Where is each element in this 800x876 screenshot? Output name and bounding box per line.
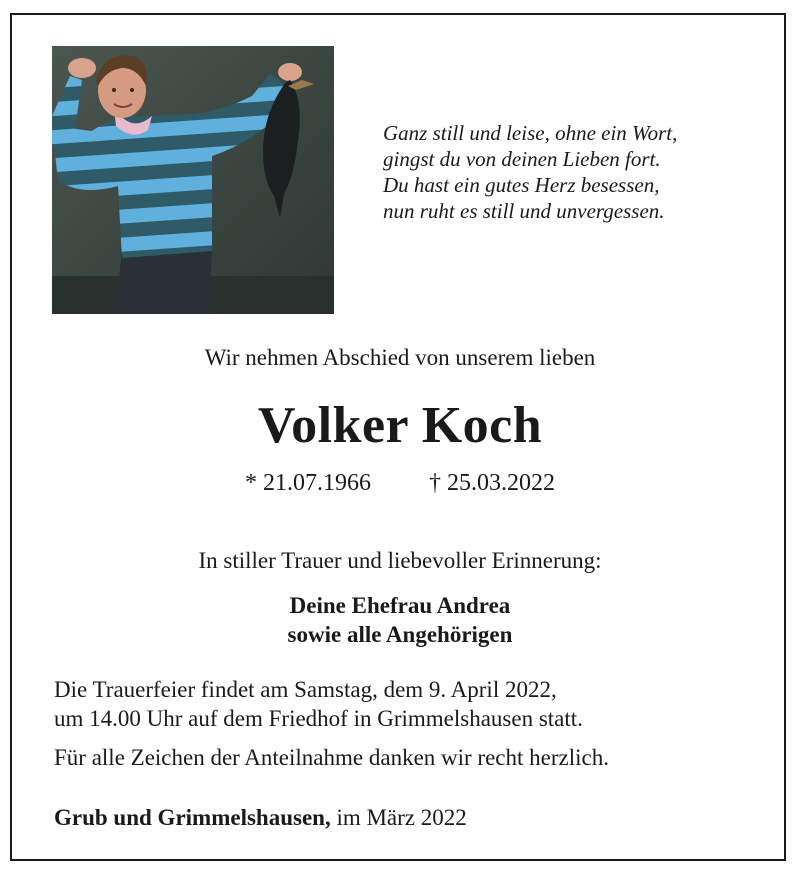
portrait-photo: [52, 46, 334, 314]
thanks-text: [54, 743, 774, 772]
funeral-info: [54, 675, 774, 733]
life-dates: [0, 470, 800, 497]
death-date: † 25.03.2022: [429, 470, 555, 496]
poem-line: Du hast ein gutes Herz besessen,: [383, 173, 660, 197]
funeral-line: Die Trauerfeier findet am Samstag, dem 9. April 2022,: [54, 677, 557, 702]
funeral-line: um 14.00 Uhr auf dem Friedhof in Grimmelshausen statt.: [54, 706, 583, 731]
family-block: [0, 591, 800, 649]
birth-date: * 21.07.1966: [245, 470, 371, 496]
thanks-line: Für alle Zeichen der Anteilnahme danken wir recht herzlich.: [54, 745, 609, 770]
poem: [383, 120, 763, 224]
family-line: Deine Ehefrau Andrea: [289, 593, 511, 618]
deceased-name: Volker Koch: [257, 397, 543, 454]
poem-line: nun ruht es still und unvergessen.: [383, 199, 665, 223]
family-line: sowie alle Angehörigen: [287, 622, 513, 647]
signature: [54, 803, 774, 832]
intro-text: Wir nehmen Abschied von unserem lieben: [204, 345, 596, 370]
signature-places: Grub und Grimmelshausen,: [54, 805, 331, 830]
signature-date: im März 2022: [330, 805, 467, 830]
mourning-line: In stiller Trauer und liebevoller Erinnerung:: [198, 548, 602, 573]
poem-line: Ganz still und leise, ohne ein Wort,: [383, 121, 678, 145]
poem-line: gingst du von deinen Lieben fort.: [383, 147, 661, 171]
